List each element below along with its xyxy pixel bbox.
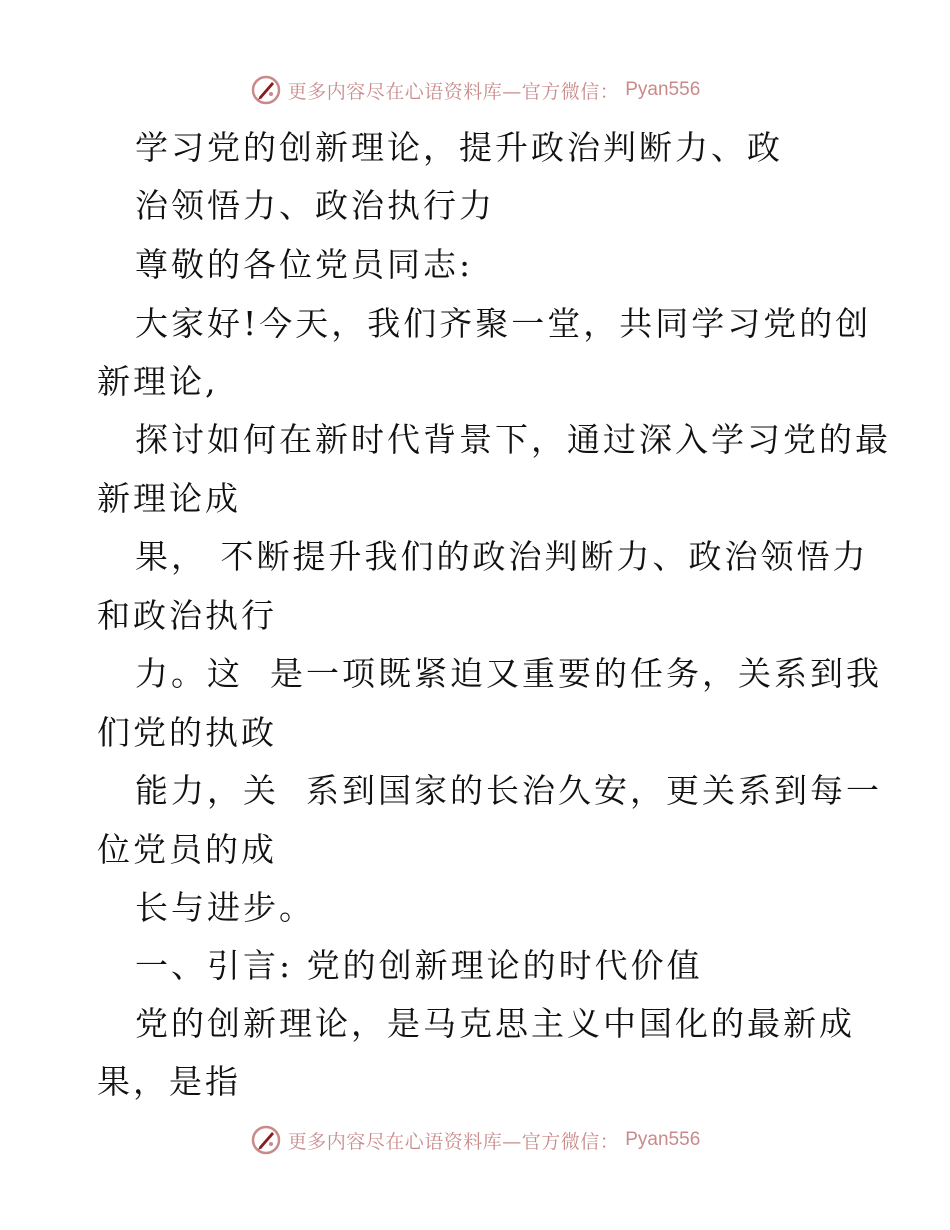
- watermark-text: 更多内容尽在心语资料库—官方微信：: [287, 1130, 620, 1153]
- paragraph-line: 探讨如何在新时代背景下，通过深入学习党的最: [135, 420, 891, 459]
- quill-logo-icon: [250, 1124, 282, 1156]
- title-line-2: 治领悟力、政治执行力: [135, 186, 495, 225]
- paragraph-line: 长与进步。: [135, 888, 315, 927]
- title-line-1: 学习党的创新理论，提升政治判断力、政: [135, 128, 783, 167]
- paragraph-line: 果，是指: [97, 1062, 241, 1101]
- section-heading: 一、引言: 党的创新理论的时代价值: [135, 946, 703, 985]
- watermark-text: 更多内容尽在心语资料库—官方微信：: [287, 80, 620, 103]
- paragraph-line: 新理论,: [97, 362, 219, 401]
- paragraph-line: 党的创新理论，是马克思主义中国化的最新成: [135, 1004, 855, 1043]
- paragraph-line: 和政治执行: [97, 596, 277, 635]
- salutation: 尊敬的各位党员同志:: [135, 245, 474, 284]
- paragraph-line: 力。这 是一项既紧迫又重要的任务，关系到我: [135, 654, 882, 693]
- paragraph-line: 新理论成: [97, 479, 241, 518]
- paragraph-line: 们党的执政: [97, 713, 277, 752]
- paragraph-line: 大家好!今天，我们齐聚一堂，共同学习党的创: [135, 304, 872, 343]
- paragraph-line: 位党员的成: [97, 830, 277, 869]
- paragraph-line: 能力，关 系到国家的长治久安，更关系到每一: [135, 771, 882, 810]
- footer-watermark: [0, 1120, 950, 1160]
- watermark-handle: Pyan556: [625, 79, 701, 100]
- paragraph-line: 果， 不断提升我们的政治判断力、政治领悟力: [135, 537, 869, 576]
- watermark-handle: Pyan556: [625, 1129, 701, 1150]
